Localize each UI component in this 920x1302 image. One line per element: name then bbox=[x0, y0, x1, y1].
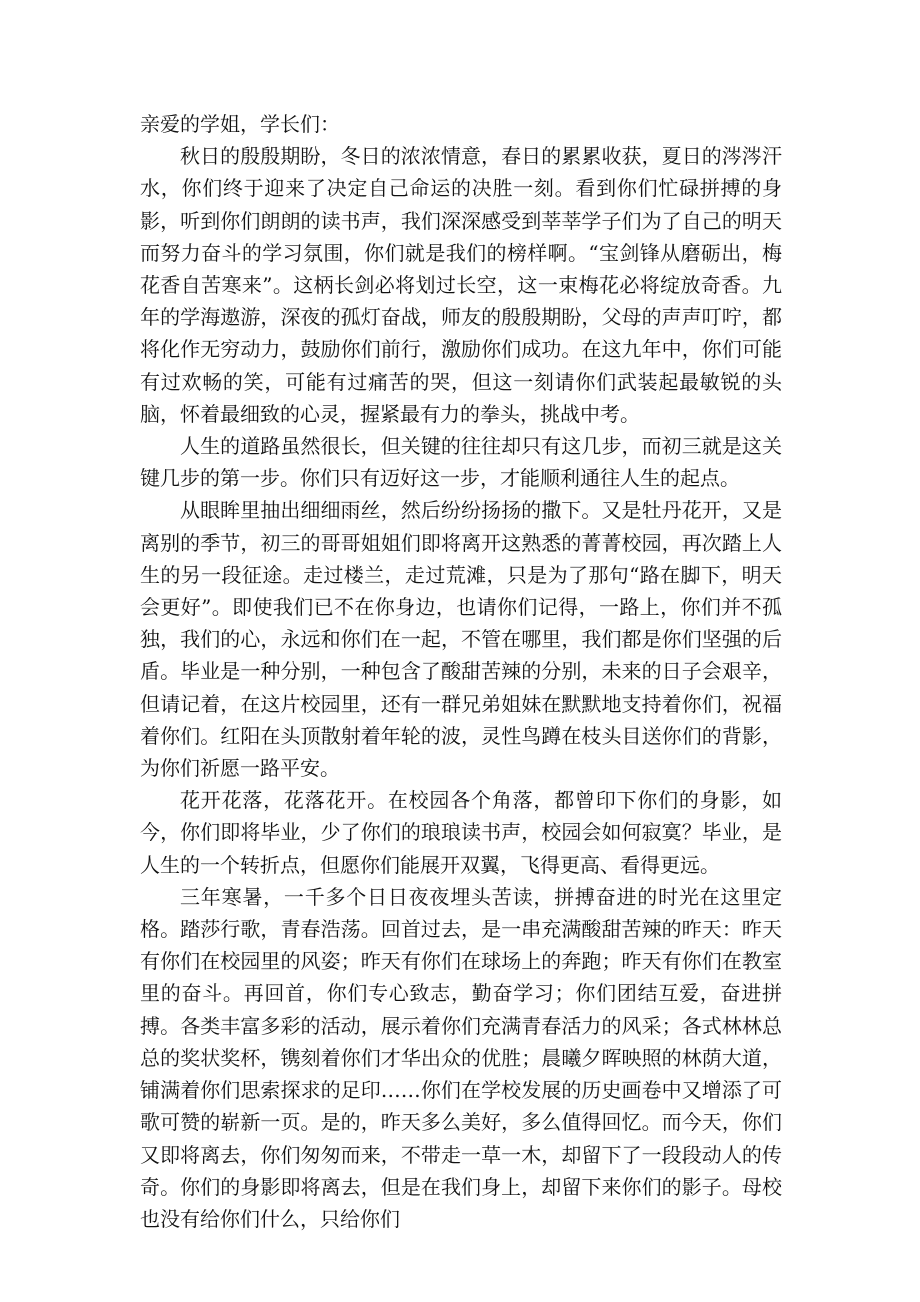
paragraph-5: 三年寒暑，一千多个日日夜夜埋头苦读，拼搏奋进的时光在这里定格。踏莎行歌，青春浩荡。回首过去，是一串充满酸甜苦辣的昨天：昨天有你们在校园里的风姿；昨天有你们在球场上的奔跑；昨天有你们在教室里的奋斗。再回首，你们专心致志，勤奋学习；你们团结互爱，奋进拼搏。各类丰富多彩的活动，展示着你们充满青春活力的风采；各式林林总总的奖状奖杯，镌刻着你们才华出众的优胜；晨曦夕晖映照的林荫大道，铺满着你们思索探求的足印……你们在学校发展的历史画卷中又增添了可歌可赞的崭新一页。是的，昨天多么美好，多么值得回忆。而今天，你们又即将离去，你们匆匆而来，不带走一草一木，却留下了一段段动人的传奇。你们的身影即将离去，但是在我们身上，却留下来你们的影子。母校也没有给你们什么，只给你们 bbox=[140, 884, 782, 1231]
paragraph-4: 花开花落，花落花开。在校园各个角落，都曾印下你们的身影，如今，你们即将毕业，少了你们的琅琅读书声，校园会如何寂寞？毕业，是人生的一个转折点，但愿你们能展开双翼，飞得更高、看得更远。 bbox=[140, 788, 782, 877]
paragraph-3: 从眼眸里抽出细细雨丝，然后纷纷扬扬的撒下。又是牡丹花开，又是离别的季节，初三的哥哥姐姐们即将离开这熟悉的菁菁校园，再次踏上人生的另一段征途。走过楼兰，走过荒滩，只是为了那句“路在脚下，明天会更好”。即使我们已不在你身边，也请你们记得，一路上，你们并不孤独，我们的心，永远和你们在一起，不管在哪里，我们都是你们坚强的后盾。毕业是一种分别，一种包含了酸甜苦辣的分别，未来的日子会艰辛，但请记着，在这片校园里，还有一群兄弟姐妹在默默地支持着你们，祝福着你们。红阳在头顶散射着年轮的波，灵性鸟蹲在枝头目送你们的背影，为你们祈愿一路平安。 bbox=[140, 498, 782, 781]
salutation: 亲爱的学姐，学长们： bbox=[140, 112, 340, 136]
paragraph-2: 人生的道路虽然很长，但关键的往往却只有这几步，而初三就是这关键几步的第一步。你们只有迈好这一步，才能顺利通往人生的起点。 bbox=[140, 434, 782, 491]
paragraph-1: 秋日的殷殷期盼，冬日的浓浓情意，春日的累累收获，夏日的涔涔汗水，你们终于迎来了决定自己命运的决胜一刻。看到你们忙碌拼搏的身影，听到你们朗朗的读书声，我们深深感受到莘莘学子们为了自己的明天而努力奋斗的学习氛围，你们就是我们的榜样啊。“宝剑锋从磨砺出，梅花香自苦寒来”。这柄长剑必将划过长空，这一束梅花必将绽放奇香。九年的学海遨游，深夜的孤灯奋战，师友的殷殷期盼，父母的声声叮咛，都将化作无穷动力，鼓励你们前行，激励你们成功。在这九年中，你们可能有过欢畅的笑，可能有过痛苦的哭，但这一刻请你们武装起最敏锐的头脑，怀着最细致的心灵，握紧最有力的拳头，挑战中考。 bbox=[140, 144, 782, 426]
document-page bbox=[140, 108, 782, 1235]
